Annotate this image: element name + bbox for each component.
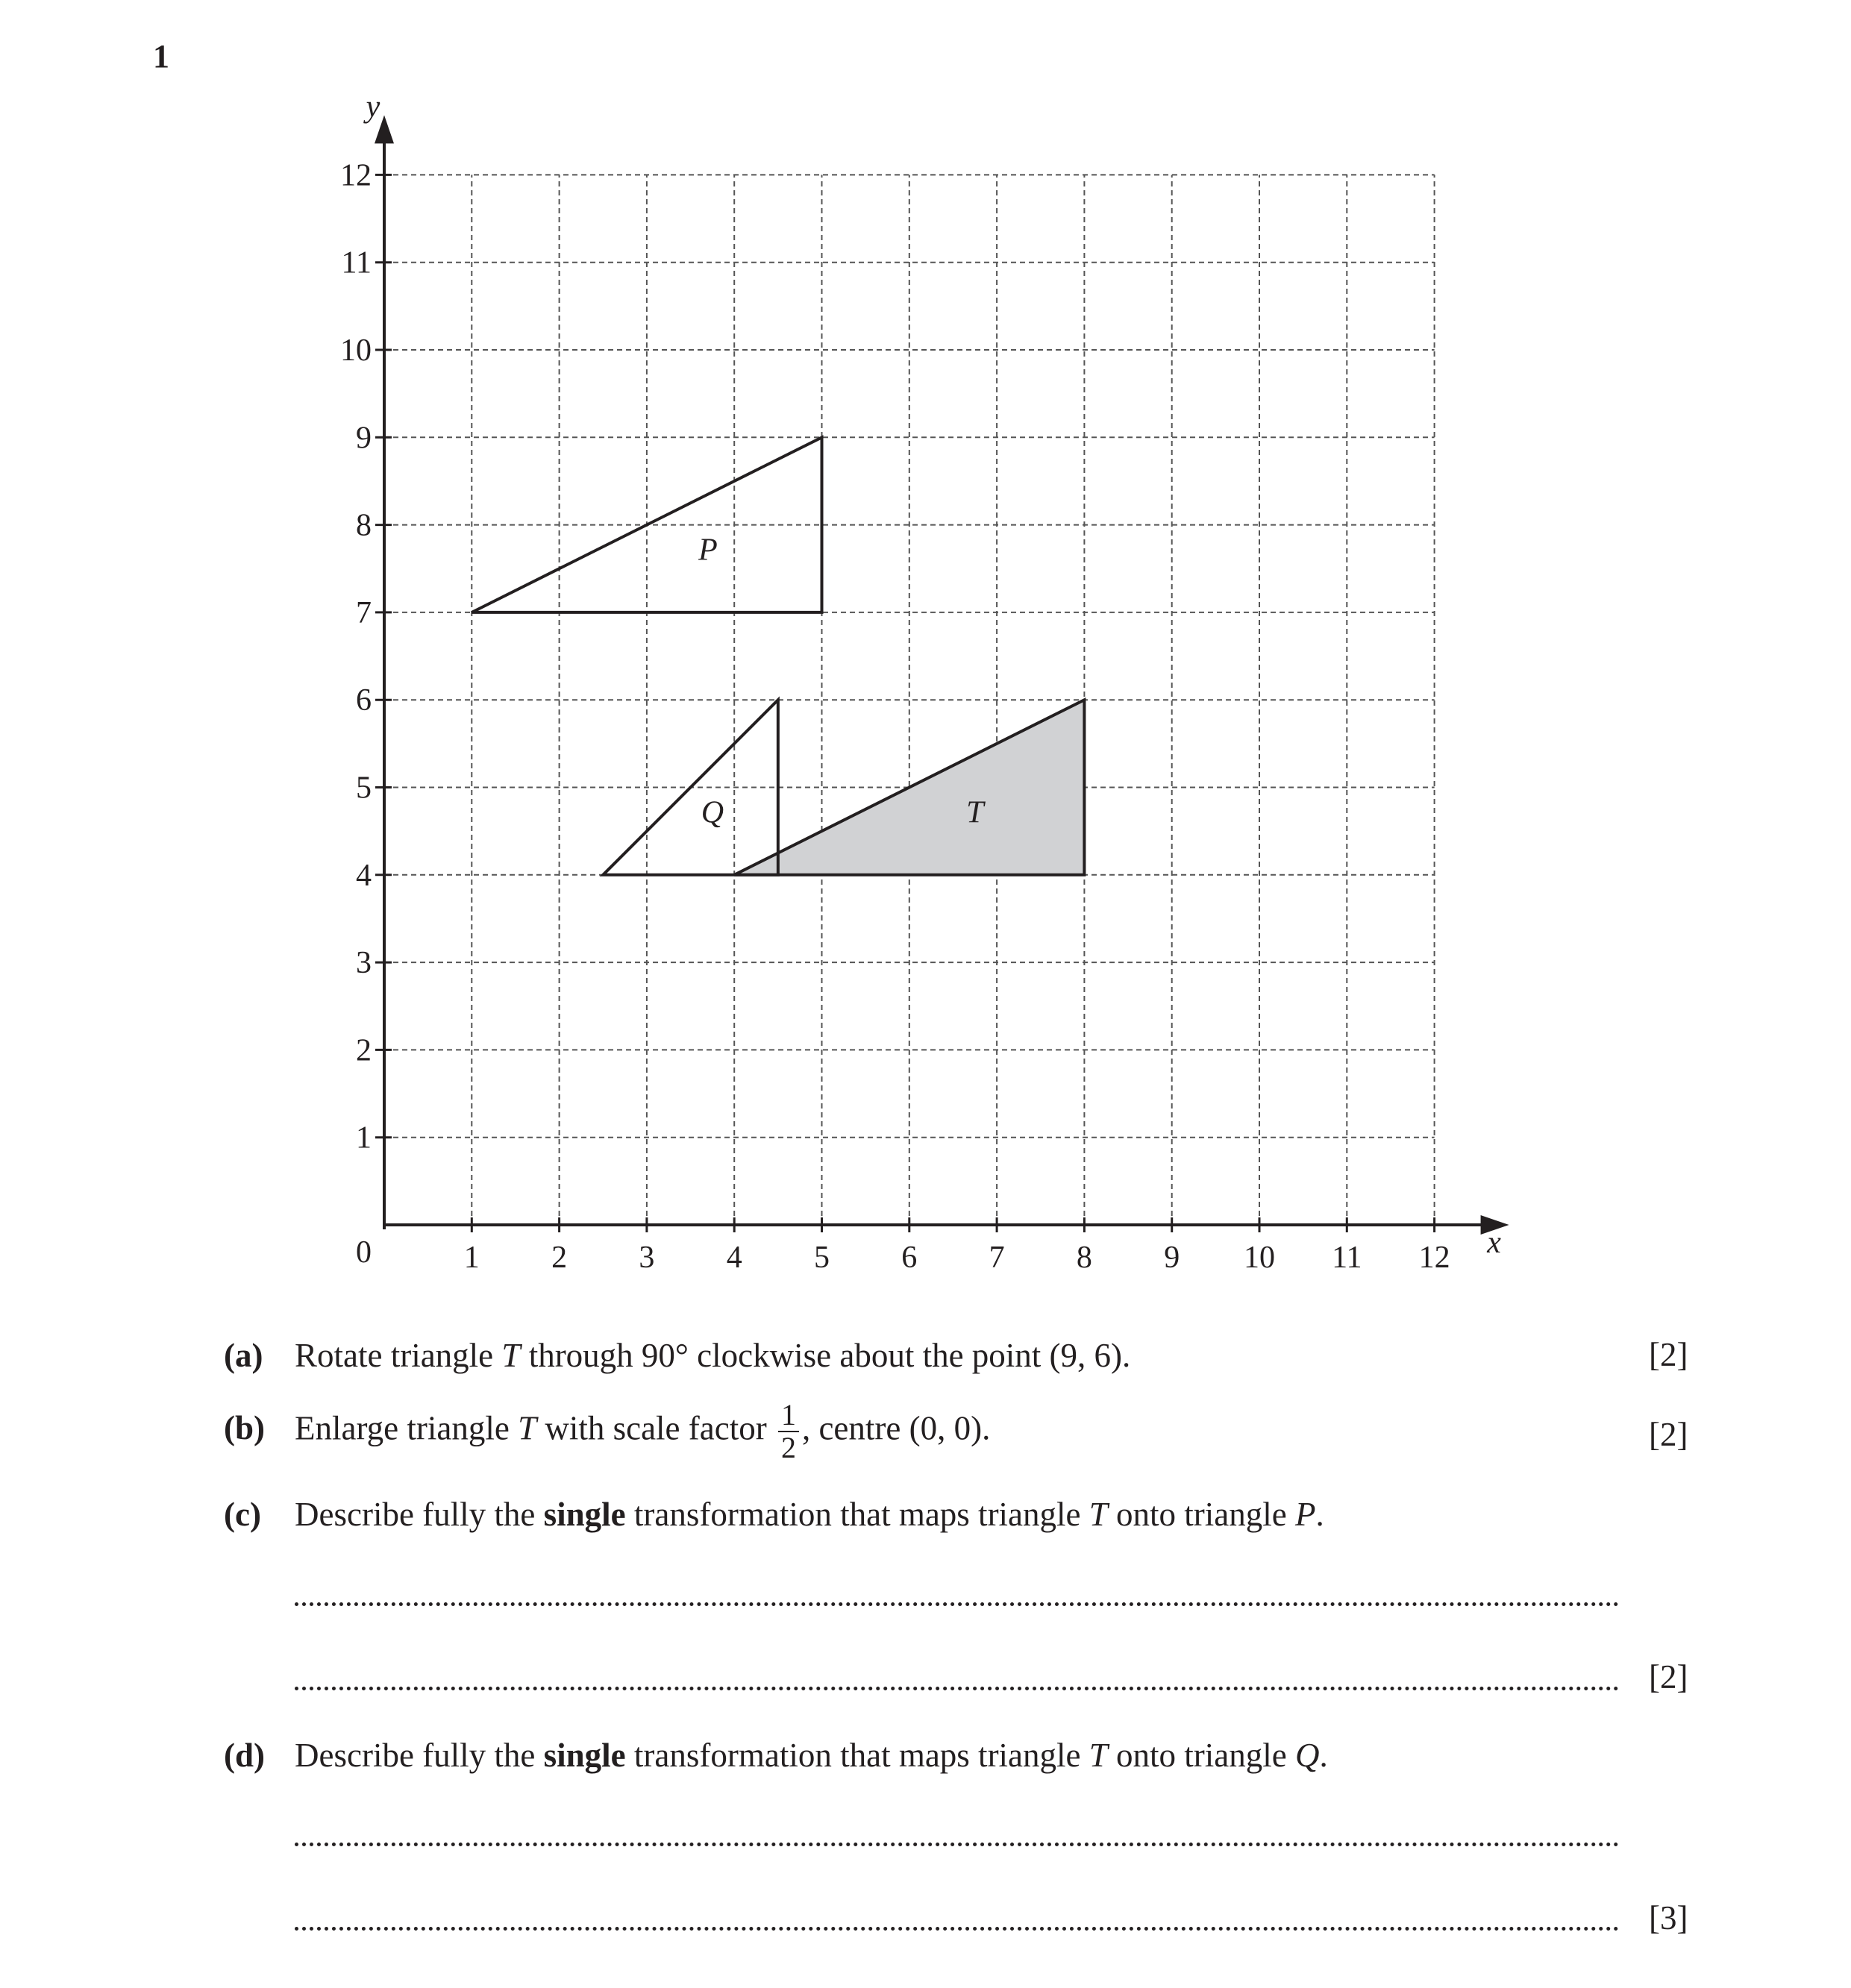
y-tick-label: 1	[356, 1120, 372, 1156]
part-d-label: (d)	[224, 1737, 265, 1774]
part-a-var-t: T	[501, 1337, 521, 1374]
answer-line-d1[interactable]	[295, 1843, 1619, 1846]
part-d-var-q: Q	[1295, 1737, 1320, 1774]
part-b	[224, 1399, 990, 1464]
y-tick-label: 6	[356, 683, 372, 718]
x-tick-label: 5	[814, 1241, 830, 1275]
part-a	[224, 1335, 1130, 1376]
part-a-marks: [2]	[1649, 1336, 1688, 1373]
answer-line-d2[interactable]	[295, 1927, 1619, 1931]
part-b-var-t: T	[518, 1409, 537, 1447]
y-tick-label: 4	[356, 858, 372, 893]
x-axis-label: x	[1487, 1226, 1501, 1260]
part-c-text-1: Describe fully the	[295, 1496, 544, 1533]
x-tick-label: 2	[551, 1241, 568, 1275]
triangle-label-t: T	[966, 795, 984, 830]
x-tick-label: 4	[726, 1241, 742, 1275]
answer-line-c1[interactable]	[295, 1602, 1619, 1606]
y-axis-label: y	[366, 90, 380, 125]
part-d-marks: [3]	[1649, 1899, 1688, 1937]
y-tick-label: 5	[356, 771, 372, 806]
x-tick-label: 7	[989, 1241, 1005, 1275]
x-tick-label: 3	[639, 1241, 655, 1275]
part-c-var-t: T	[1089, 1496, 1108, 1533]
part-d-text-4: .	[1319, 1737, 1328, 1774]
fraction-denominator: 2	[780, 1431, 796, 1464]
y-tick-label: 9	[356, 421, 372, 456]
part-b-marks: [2]	[1649, 1416, 1688, 1453]
fraction-numerator: 1	[778, 1399, 799, 1432]
x-tick-label: 8	[1076, 1241, 1092, 1275]
x-tick-label: 12	[1418, 1241, 1450, 1275]
part-c-text-2: transformation that maps triangle	[625, 1496, 1089, 1533]
y-tick-label: 12	[340, 158, 372, 193]
part-d-bold-single: single	[543, 1737, 626, 1774]
part-b-text-3: , centre (0, 0).	[801, 1409, 991, 1447]
x-tick-label: 1	[463, 1241, 480, 1275]
part-c-label: (c)	[224, 1496, 261, 1533]
answer-line-c2[interactable]	[295, 1687, 1619, 1690]
x-tick-label: 10	[1244, 1241, 1275, 1275]
part-b-text-1: Enlarge triangle	[295, 1409, 519, 1447]
part-c-text-3: onto triangle	[1107, 1496, 1295, 1533]
part-d-text-3: onto triangle	[1107, 1737, 1295, 1774]
part-d-text-1: Describe fully the	[295, 1737, 544, 1774]
part-c	[224, 1494, 1324, 1534]
part-c-marks: [2]	[1649, 1658, 1688, 1696]
part-c-var-p: P	[1295, 1496, 1316, 1533]
part-d-text-2: transformation that maps triangle	[625, 1737, 1089, 1774]
question-number: 1	[153, 38, 169, 75]
part-b-text-2: with scale factor	[536, 1409, 775, 1447]
part-a-text-1: Rotate triangle	[295, 1337, 502, 1374]
y-tick-label: 8	[356, 508, 372, 543]
part-b-label: (b)	[224, 1409, 265, 1447]
x-tick-label: 6	[901, 1241, 918, 1275]
triangle-label-p: P	[698, 533, 718, 568]
part-c-text-4: .	[1315, 1496, 1324, 1533]
y-tick-label: 10	[340, 333, 372, 368]
part-d	[224, 1735, 1328, 1775]
x-tick-label: 9	[1164, 1241, 1180, 1275]
scale-factor-fraction	[778, 1399, 799, 1464]
triangle-t	[734, 700, 1084, 875]
origin-label: 0	[356, 1235, 372, 1270]
x-tick-label: 11	[1332, 1241, 1362, 1275]
part-a-label: (a)	[224, 1337, 263, 1374]
y-tick-label: 3	[356, 946, 372, 981]
y-tick-label: 7	[356, 595, 372, 630]
part-c-bold-single: single	[543, 1496, 626, 1533]
y-tick-label: 2	[356, 1033, 372, 1068]
part-d-var-t: T	[1089, 1737, 1108, 1774]
triangle-label-q: Q	[701, 795, 724, 830]
part-a-text-2: through 90° clockwise about the point (9, 6).	[520, 1337, 1131, 1374]
y-tick-label: 11	[341, 245, 372, 280]
